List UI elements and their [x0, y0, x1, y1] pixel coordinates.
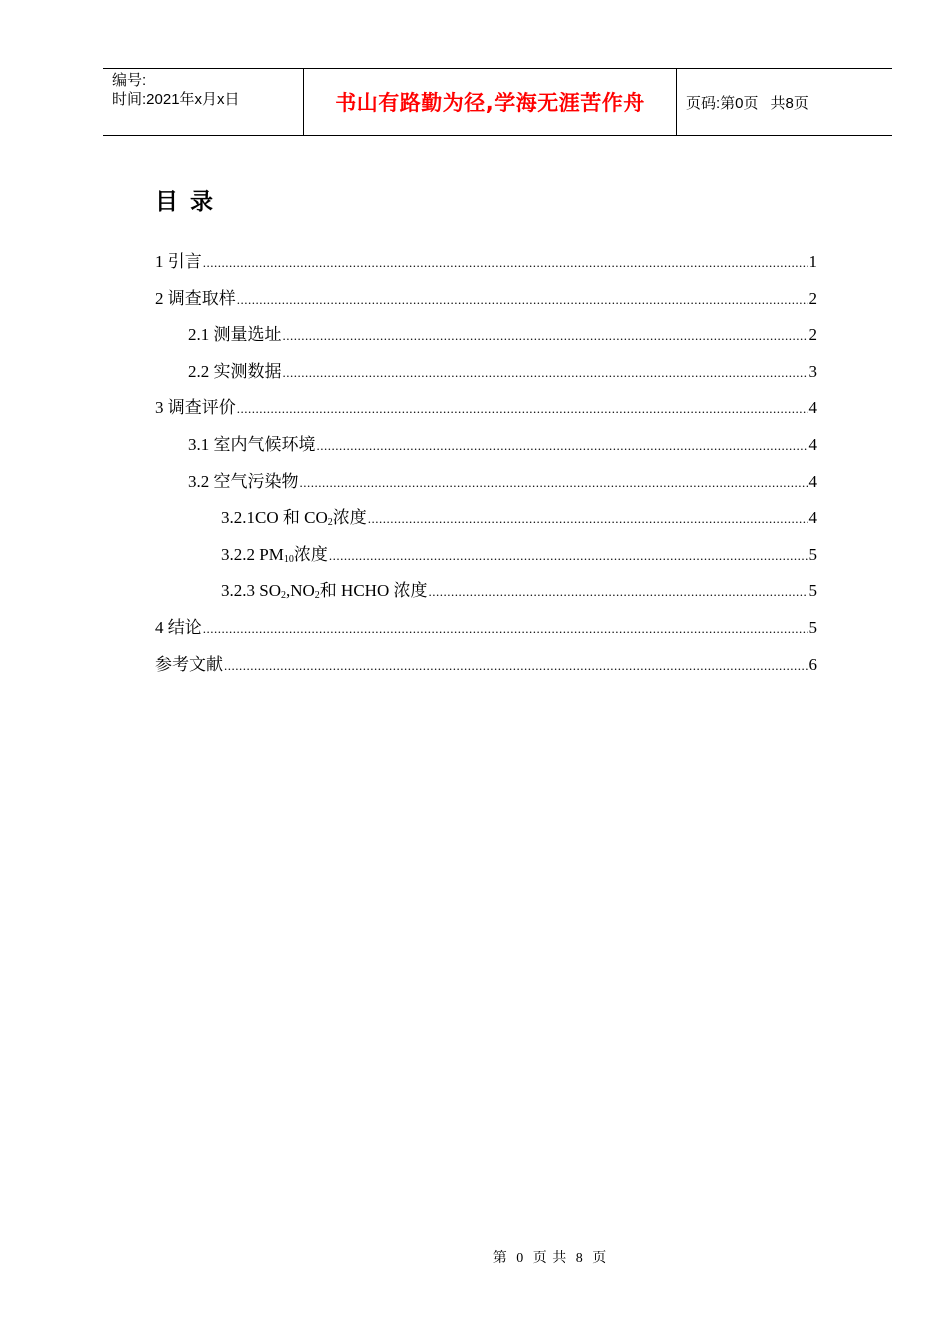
header-page-info	[677, 69, 892, 135]
toc-entry-page: 5	[808, 617, 817, 637]
toc-entry-page: 4	[808, 434, 817, 454]
toc-entry-text: 3 调查评价	[155, 398, 236, 418]
toc-entry-text: 3.2 空气污染物	[188, 471, 299, 491]
toc-entry[interactable]	[155, 464, 817, 501]
toc-entry-page: 4	[808, 398, 817, 418]
footer-total-pages: 8	[575, 1251, 584, 1266]
toc-entry-text	[221, 537, 328, 573]
toc-entry-text: 2 调查取样	[155, 288, 236, 308]
page-header	[103, 68, 892, 136]
toc-entry[interactable]	[155, 390, 817, 427]
toc-entry[interactable]	[155, 244, 817, 281]
toc-entry[interactable]	[155, 573, 817, 610]
toc-entry-page: 4	[808, 508, 817, 528]
header-time-label: 时间:2021年x月x日	[112, 91, 240, 108]
toc-entry-text: 2.2 实测数据	[188, 361, 282, 381]
page-footer	[0, 1247, 950, 1267]
header-motto: 书山有路勤为径,学海无涯苦作舟	[304, 69, 677, 135]
toc-text-part: 浓度	[293, 544, 328, 564]
toc-entry-page: 2	[808, 288, 817, 308]
toc-leader-dots	[428, 574, 807, 610]
toc-entry-page: 3	[808, 361, 817, 381]
toc-entry[interactable]	[155, 317, 817, 354]
toc-entry[interactable]	[155, 281, 817, 318]
toc-text-part: ,NO	[285, 581, 315, 601]
toc-leader-dots	[237, 282, 808, 318]
toc-entry[interactable]	[155, 647, 817, 684]
header-meta	[103, 69, 304, 135]
toc-text-part: 3.2.2 PM	[221, 544, 284, 564]
toc-leader-dots	[368, 501, 808, 537]
toc-entry-page: 2	[808, 325, 817, 345]
toc-entry-page: 4	[808, 471, 817, 491]
subscript: 2	[327, 517, 333, 529]
toc-text-part: 和 HCHO 浓度	[319, 581, 428, 601]
toc-entry[interactable]	[155, 500, 817, 537]
footer-prefix: 第	[492, 1251, 508, 1266]
toc-leader-dots	[224, 648, 808, 684]
toc-entry[interactable]	[155, 537, 817, 574]
toc-text-part: 3.2.1CO 和 CO	[221, 508, 328, 528]
toc-leader-dots	[283, 355, 808, 391]
toc-leader-dots	[300, 465, 808, 501]
footer-current-page: 0	[516, 1251, 525, 1266]
toc-leader-dots	[237, 391, 808, 427]
footer-suffix: 页	[592, 1251, 608, 1266]
toc-entry-page: 1	[808, 252, 817, 271]
toc-entry-text	[221, 500, 367, 536]
toc-entry-page: 5	[808, 544, 817, 564]
toc-entry[interactable]	[155, 610, 817, 647]
toc-entry-text: 2.1 测量选址	[188, 325, 282, 345]
toc-entry-page: 6	[808, 654, 817, 674]
toc-entry[interactable]	[155, 427, 817, 464]
footer-mid: 页 共	[532, 1251, 568, 1266]
toc-entry-text: 3.1 室内气候环境	[188, 434, 316, 454]
toc-leader-dots	[203, 245, 808, 281]
subscript: 2	[280, 590, 286, 602]
toc-entry-page: 5	[808, 581, 817, 601]
subscript: 10	[283, 553, 294, 565]
toc-entry-text: 参考文献	[155, 654, 223, 674]
header-page-label: 页码:第0页	[686, 94, 759, 112]
toc-entry[interactable]	[155, 354, 817, 391]
toc-entry-text: 4 结论	[155, 617, 202, 637]
toc-text-part: 浓度	[332, 508, 367, 528]
header-number-label: 编号:	[112, 72, 147, 89]
toc-text-part: 3.2.3 SO	[221, 581, 281, 601]
toc-title: 目录	[155, 189, 225, 215]
toc-leader-dots	[203, 611, 808, 647]
toc-leader-dots	[283, 318, 808, 354]
toc-leader-dots	[317, 428, 808, 464]
toc-entry-text	[221, 573, 427, 609]
header-total-label: 共8页	[770, 94, 809, 112]
toc-entry-text: 1 引言	[155, 252, 202, 271]
table-of-contents	[155, 244, 817, 683]
subscript: 2	[314, 590, 320, 602]
toc-leader-dots	[329, 538, 808, 574]
